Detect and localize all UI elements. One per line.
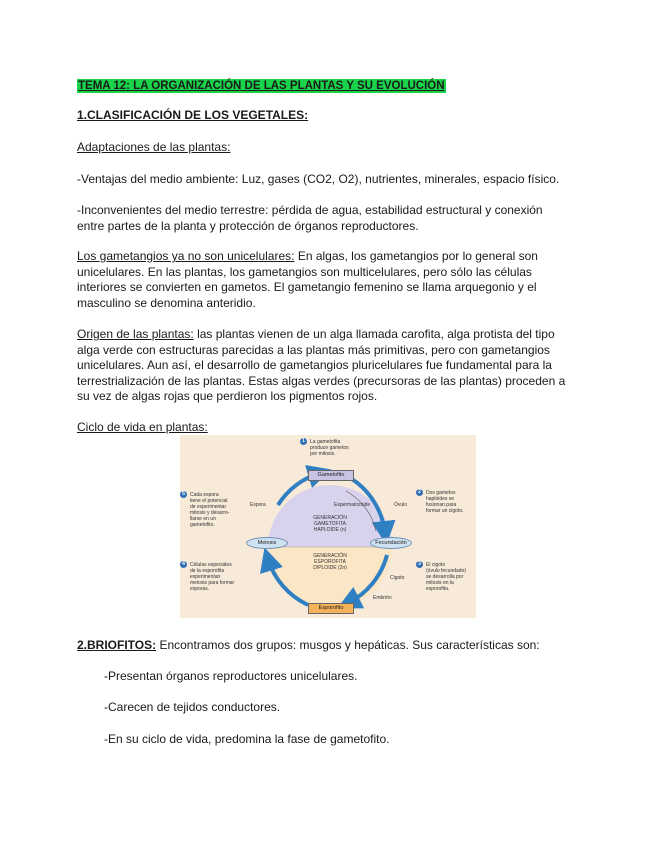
briofitos-item: -En su ciclo de vida, predomina la fase de gametofito. (104, 732, 390, 746)
espora-label: Espora (250, 502, 266, 508)
ovulo-label: Óvulo (394, 502, 408, 508)
briofitos-item: -Presentan órganos reproductores unicelulares. (104, 669, 358, 683)
espermatozoide-label: Espermatozoide (334, 502, 371, 508)
origen-paragraph (77, 327, 577, 405)
note2-text: Dos gametos haploides se fusionan para formar un cigoto. (426, 490, 464, 514)
origen-text: las plantas vienen de un alga llamada carofita, alga protista del tipo alga verde con estructuras parecidas a las plantas más primitivas, pero con gametangios unicelulares. Aun así, el desarrollo de gametangios pluricelulares fue fundamental para la terrestrialización de las plantas. Estas algas verdes (precursoras de las plantas) proceden a su vez de algas rojas que perdieron los pigmentos rojos. (77, 327, 566, 403)
origen-label: Origen de las plantas: (77, 327, 194, 341)
fecundacion-oval: Fecundación (370, 537, 412, 549)
life-cycle-diagram (180, 435, 476, 618)
note2-number: 2 (416, 489, 423, 496)
note4-number: 4 (180, 561, 187, 568)
adaptaciones-label: Adaptaciones de las plantas: (77, 140, 231, 154)
section2-intro: Encontramos dos grupos: musgos y hepáticas. Sus características son: (156, 638, 540, 652)
section2-paragraph (77, 638, 540, 654)
note5-text: Cada espora tiene el potencial de experimentar mitosis y desarro- llarse en un gametofito. (190, 492, 230, 528)
ciclo-label: Ciclo de vida en plantas: (77, 420, 208, 434)
inconvenientes-text: -Inconvenientes del medio terrestre: pérdida de agua, estabilidad estructural y conexión entre partes de la planta y protección de órganos reproductores. (77, 203, 543, 233)
note3-text: El cigoto (óvulo fecundado) se desarrolla por mitosis en la esporofita. (426, 562, 467, 592)
briofitos-item: -Carecen de tejidos conductores. (104, 700, 281, 714)
esporofito-box: Esporofito (308, 603, 354, 614)
note5-number: 5 (180, 491, 187, 498)
embrion-label: Embrión (373, 595, 392, 601)
haploid-label: GENERACIÓN GAMETOFITA HAPLOIDE (n) (313, 515, 347, 533)
document-title: TEMA 12: LA ORGANIZACIÓN DE LAS PLANTAS Y SU EVOLUCIÓN (78, 80, 445, 92)
note3-number: 3 (416, 561, 423, 568)
gametofito-box: Gametofito (308, 470, 354, 481)
note1-text: La gametofita produce gametos por mitosis. (310, 439, 349, 457)
gametangios-text: En algas, los gametangios por lo general son unicelulares. En las plantas, los gametangios son multicelulares, pero sólo las células interiores se convierten en gametos. El gametangio femenino se llama arquegonio y el masculino se denomina anteridio. (77, 249, 538, 310)
cigoto-label: Cigoto (390, 575, 405, 581)
section1-heading: 1.CLASIFICACIÓN DE LOS VEGETALES: (77, 108, 309, 122)
section2-heading: 2.BRIOFITOS: (77, 638, 157, 652)
note1-number: 1 (300, 438, 307, 445)
meiosis-oval: Meiosis (246, 537, 288, 549)
ventajas-text: -Ventajas del medio ambiente: Luz, gases (CO2, O2), nutrientes, minerales, espacio físico. (77, 172, 560, 186)
diploid-label: GENERACIÓN ESPOROFITA DIPLOIDE (2n) (313, 553, 347, 571)
gametangios-paragraph (77, 249, 577, 311)
gametangios-label: Los gametangios ya no son unicelulares: (77, 249, 295, 263)
note4-text: Células especiales de la esporofita experimentan meiosis para formar esporas. (190, 562, 235, 592)
